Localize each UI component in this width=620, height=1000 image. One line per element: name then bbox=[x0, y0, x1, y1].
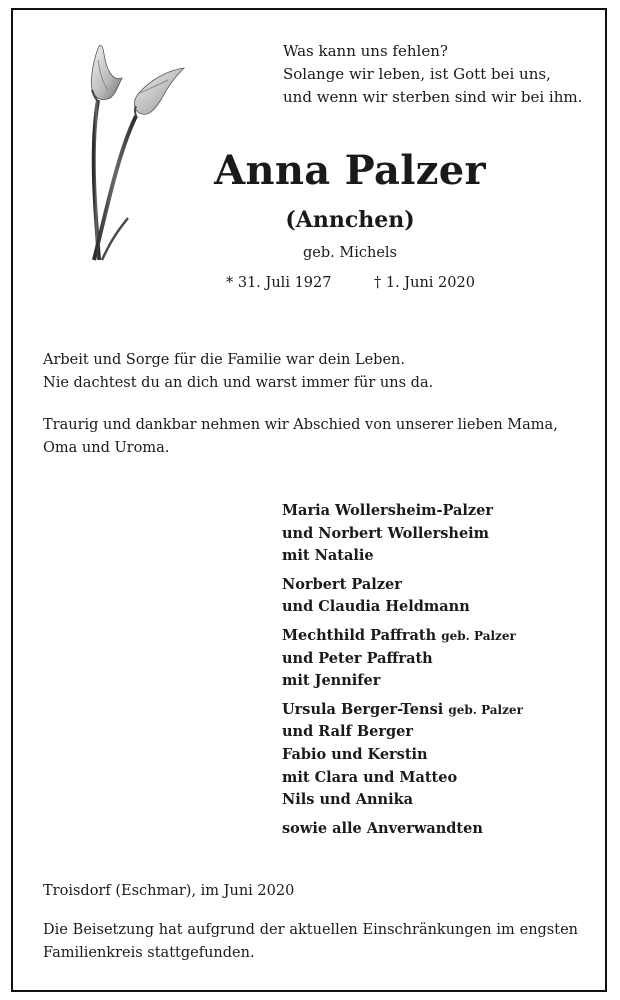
mourner-group bbox=[282, 699, 592, 812]
mourner-line: Maria Wollersheim-Palzer bbox=[282, 502, 494, 519]
mourner-line: und Claudia Heldmann bbox=[282, 598, 470, 616]
place-date: Troisdorf (Eschmar), im Juni 2020 bbox=[43, 883, 295, 899]
mourner-line: Fabio und Kerstin bbox=[282, 745, 428, 763]
mourner-line bbox=[282, 625, 592, 648]
verse-line: Nie dachtest du an dich und warst immer für uns da. bbox=[43, 375, 434, 391]
nee-label: geb. Palzer bbox=[441, 628, 516, 643]
mourner-group bbox=[282, 574, 592, 619]
mourner-line: und Norbert Wollersheim bbox=[282, 524, 490, 542]
birth-date: * 31. Juli 1927 bbox=[226, 275, 332, 291]
farewell-line: Oma und Uroma. bbox=[43, 440, 170, 456]
farewell-line: Traurig und dankbar nehmen wir Abschied von unserer lieben Mama, bbox=[43, 417, 558, 433]
death-date: † 1. Juni 2020 bbox=[374, 275, 475, 291]
deceased-name: Anna Palzer bbox=[214, 147, 486, 194]
farewell-text bbox=[43, 414, 583, 460]
mourner-group bbox=[282, 500, 592, 568]
motto-line: Solange wir leben, ist Gott bei uns, bbox=[283, 65, 551, 83]
mourner-line: mit Natalie bbox=[282, 547, 374, 565]
mourner-line: mit Jennifer bbox=[282, 672, 381, 690]
mourner-name: Mechthild Paffrath bbox=[282, 626, 437, 644]
mourner-line: und Ralf Berger bbox=[282, 723, 413, 741]
mourner-line: und Peter Paffrath bbox=[282, 649, 433, 667]
motto-line: Was kann uns fehlen? bbox=[283, 42, 448, 60]
birth-name: geb. Michels bbox=[303, 245, 397, 261]
mourner-line: Nils und Annika bbox=[282, 791, 414, 809]
mourner-name: Ursula Berger-Tensi bbox=[282, 700, 444, 718]
mourner-group bbox=[282, 625, 592, 693]
motto-quote bbox=[283, 40, 593, 109]
burial-notice: Die Beisetzung hat aufgrund der aktuellen Einschränkungen im engsten Familienkreis stattgefunden. bbox=[43, 922, 578, 961]
mourner-line bbox=[282, 699, 592, 722]
mourner-line: Norbert Palzer bbox=[282, 575, 402, 593]
mourner-line: mit Clara und Matteo bbox=[282, 768, 458, 786]
relatives-line: sowie alle Anverwandten bbox=[282, 819, 483, 837]
mourners-list bbox=[282, 500, 592, 840]
verse-text bbox=[43, 349, 583, 395]
deceased-nickname: (Annchen) bbox=[285, 207, 415, 233]
motto-line: und wenn wir sterben sind wir bei ihm. bbox=[283, 88, 583, 106]
verse-line: Arbeit und Sorge für die Familie war dein Leben. bbox=[43, 352, 405, 368]
nee-label: geb. Palzer bbox=[448, 702, 523, 717]
